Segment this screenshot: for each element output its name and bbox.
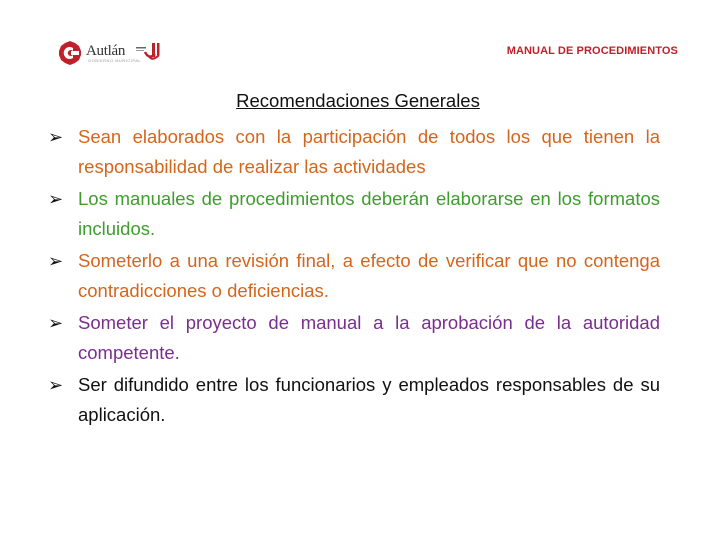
seal-icon <box>58 40 82 66</box>
arrow-bullet-icon: ➢ <box>48 189 64 209</box>
list-item <box>48 246 660 306</box>
logo-text: Autlán <box>86 42 126 59</box>
list-item <box>48 308 660 368</box>
list-item-text: Ser difundido entre los funcionarios y empleados responsables de su aplicación. <box>78 374 660 425</box>
list-item-text: Sean elaborados con la participación de todos los que tienen la responsabilidad de realizar las actividades <box>78 126 660 177</box>
arrow-bullet-icon: ➢ <box>48 251 64 271</box>
list-item <box>48 122 660 182</box>
arrow-bullet-icon: ➢ <box>48 313 64 333</box>
arrow-bullet-icon: ➢ <box>48 375 64 395</box>
municipal-logo <box>58 36 163 70</box>
section-title: Recomendaciones Generales <box>236 90 480 111</box>
logo-subtitle: GOBIERNO MUNICIPAL <box>88 58 142 63</box>
secondary-logo-icon <box>133 38 163 68</box>
header <box>0 0 720 80</box>
list-item <box>48 370 660 430</box>
recommendations-list <box>48 122 660 432</box>
section-title-wrap <box>0 90 720 112</box>
list-item <box>48 184 660 244</box>
list-item-text: Los manuales de procedimientos deberán elaborarse en los formatos incluidos. <box>78 188 660 239</box>
list-item-text: Someterlo a una revisión final, a efecto de verificar que no contenga contradicciones o deficiencias. <box>78 250 660 301</box>
list-item-text: Someter el proyecto de manual a la aprobación de la autoridad competente. <box>78 312 660 363</box>
document-header-title: MANUAL DE PROCEDIMIENTOS <box>506 45 678 57</box>
arrow-bullet-icon: ➢ <box>48 127 64 147</box>
